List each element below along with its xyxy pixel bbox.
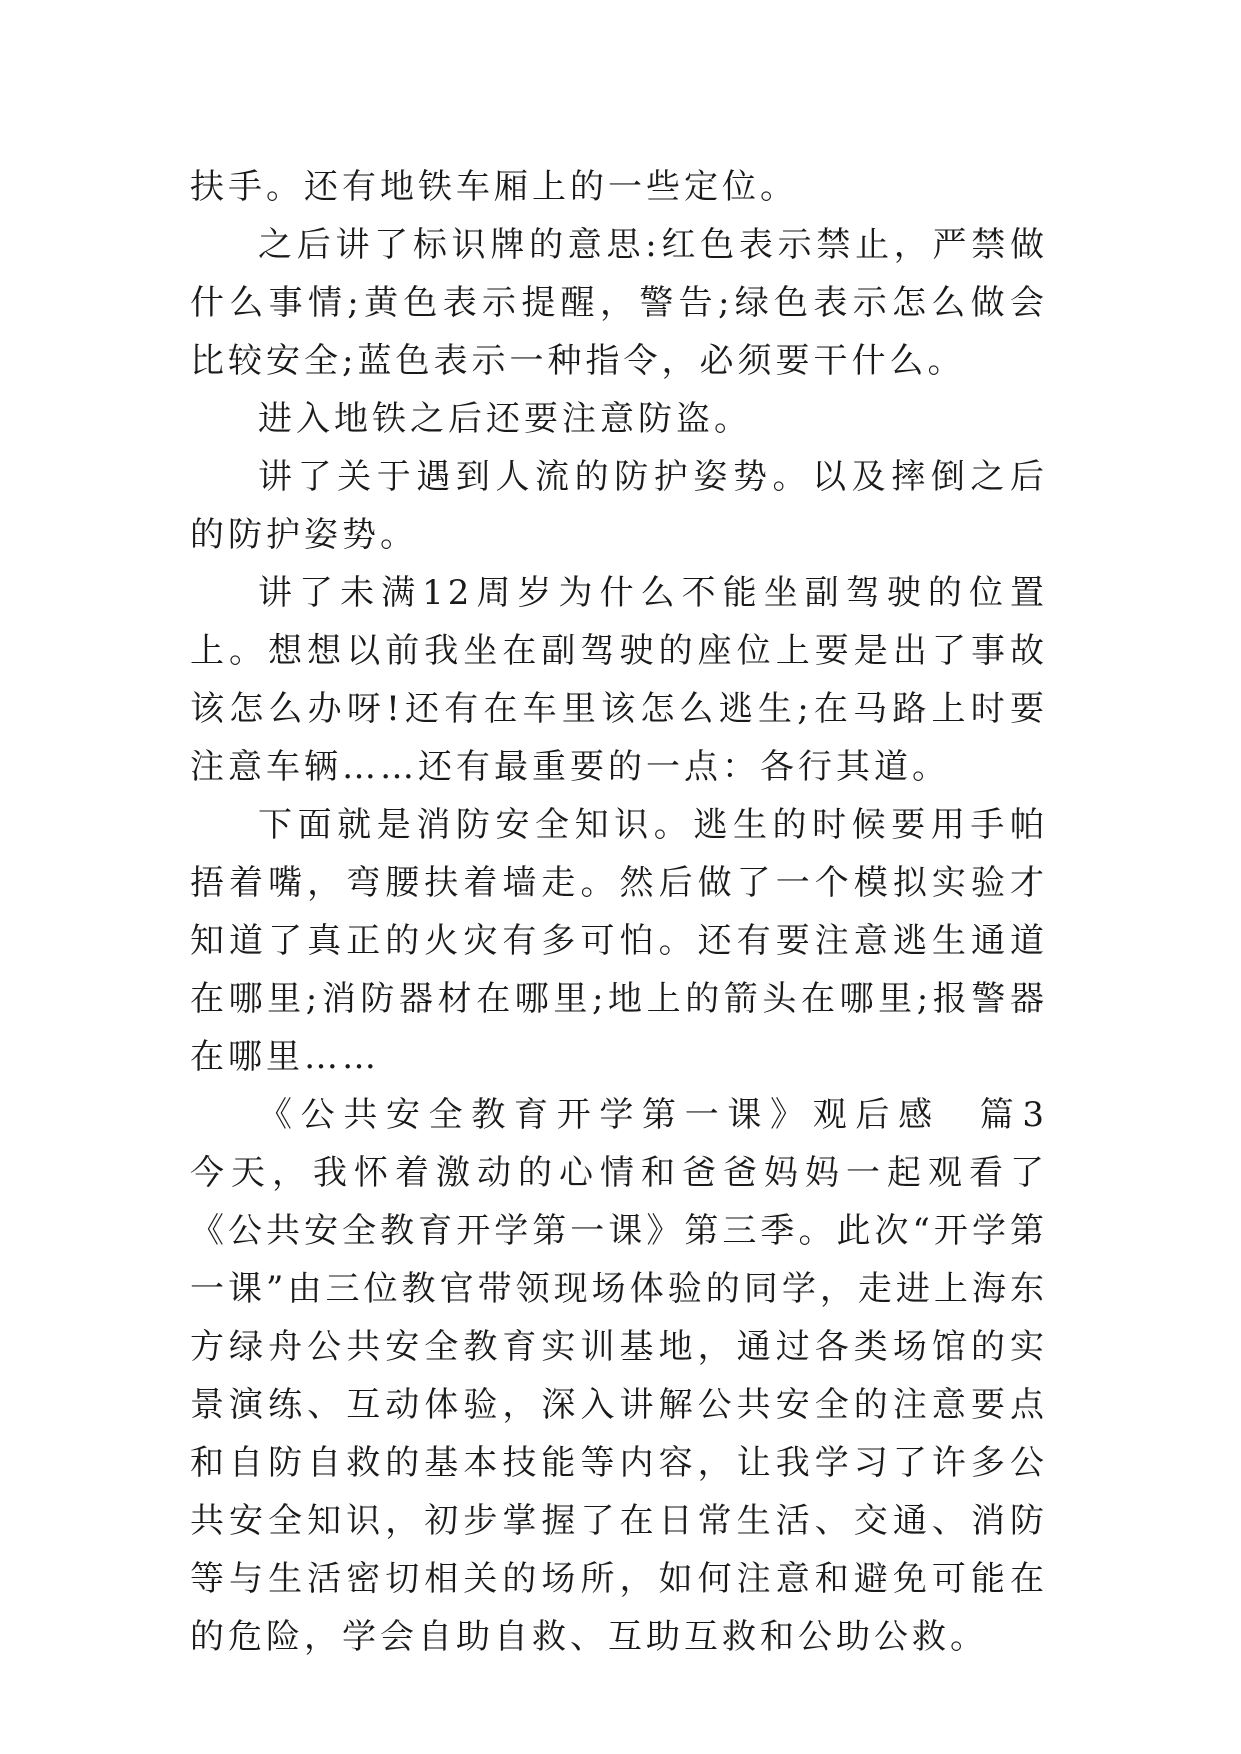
paragraph: 扶手。还有地铁车厢上的一些定位。	[190, 167, 798, 207]
paragraph: 进入地铁之后还要注意防盗。	[258, 399, 752, 439]
article-body	[190, 158, 1167, 1666]
paragraph: 《公共安全教育开学第一课》观后感 篇3 今天，我怀着激动的心情和爸爸妈妈一起观看了《公共安全教育开学第一课》第三季。此次“开学第一课”由三位教官带领现场体验的同学，走进上海东方绿舟公共安全教育实训基地，通过各类场馆的实景演练、互动体验，深入讲解公共安全的注意要点和自防自救的基本技能等内容，让我学习了许多公共安全知识，初步掌握了在日常生活、交通、消防等与生活密切相关的场所，如何注意和避免可能在的危险，学会自助自救、互助互救和公助公救。	[190, 1095, 1167, 1657]
paragraph: 讲了未满12周岁为什么不能坐副驾驶的位置上。想想以前我坐在副驾驶的座位上要是出了事故该怎么办呀!还有在车里该怎么逃生;在马路上时要注意车辆……还有最重要的一点：各行其道。	[190, 573, 1048, 787]
paragraph: 讲了关于遇到人流的防护姿势。以及摔倒之后的防护姿势。	[190, 457, 1048, 555]
paragraph: 下面就是消防安全知识。逃生的时候要用手帕捂着嘴，弯腰扶着墙走。然后做了一个模拟实验才知道了真正的火灾有多可怕。还有要注意逃生通道在哪里;消防器材在哪里;地上的箭头在哪里;报警器在哪里……	[190, 805, 1048, 1077]
paragraph: 之后讲了标识牌的意思:红色表示禁止，严禁做什么事情;黄色表示提醒，警告;绿色表示怎么做会比较安全;蓝色表示一种指令，必须要干什么。	[190, 225, 1048, 381]
